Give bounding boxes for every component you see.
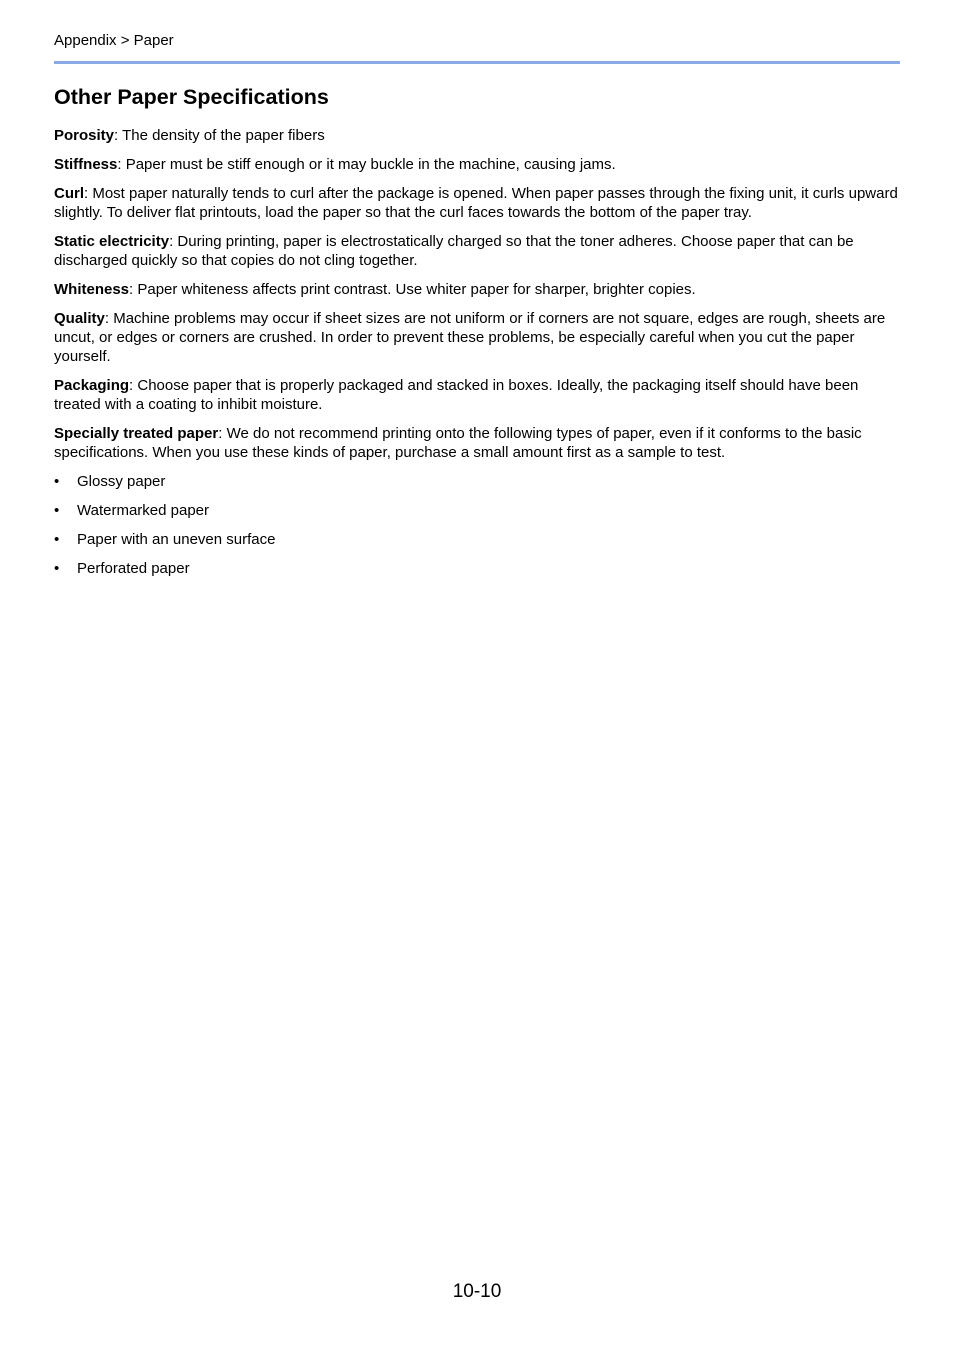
spec-term: Quality xyxy=(54,310,105,327)
spec-packaging xyxy=(54,376,900,414)
bullet-icon: • xyxy=(54,502,60,519)
list-item xyxy=(54,530,900,549)
spec-term: Porosity xyxy=(54,127,115,144)
spec-description: : Most paper naturally tends to curl after the package is opened. When paper passes through the fixing unit, it curls upward slightly. To deliver flat printouts, load the paper so that the curl faces towards the bottom of the paper tray. xyxy=(54,185,898,221)
bullet-icon: • xyxy=(54,560,60,577)
spec-quality xyxy=(54,309,900,366)
main-content xyxy=(54,126,900,588)
spec-term: Whiteness xyxy=(54,281,130,298)
spec-whiteness xyxy=(54,280,900,299)
spec-description: : We do not recommend printing onto the following types of paper, even if it conforms to the basic specifications. When you use these kinds of paper, purchase a small amount first as a sample to test. xyxy=(54,425,862,461)
list-item-label: Paper with an uneven surface xyxy=(77,531,276,548)
list-item xyxy=(54,559,900,578)
spec-stiffness xyxy=(54,155,900,174)
spec-description: : Paper must be stiff enough or it may buckle in the machine, causing jams. xyxy=(117,156,616,173)
list-item xyxy=(54,472,900,491)
page-title: Other Paper Specifications xyxy=(54,85,329,109)
paper-type-list xyxy=(54,472,900,578)
spec-term: Curl xyxy=(54,185,84,202)
spec-description: : Paper whiteness affects print contrast. Use whiter paper for sharper, brighter copies. xyxy=(129,281,696,298)
list-item-label: Glossy paper xyxy=(77,473,166,490)
spec-curl xyxy=(54,184,900,222)
bullet-icon: • xyxy=(54,531,60,548)
header-divider xyxy=(54,61,900,64)
spec-description: : Machine problems may occur if sheet sizes are not uniform or if corners are not square, edges are rough, sheets are uncut, or edges or corners are crushed. In order to prevent these problems, be especially careful when you cut the paper yourself. xyxy=(54,310,886,365)
spec-description: : During printing, paper is electrostatically charged so that the toner adheres. Choose paper that can be discharged quickly so that copies do not cling together. xyxy=(54,233,854,269)
spec-description: : Choose paper that is properly packaged and stacked in boxes. Ideally, the packaging itself should have been treated with a coating to inhibit moisture. xyxy=(54,377,859,413)
page-number: 10-10 xyxy=(452,1281,502,1302)
list-item xyxy=(54,501,900,520)
spec-porosity xyxy=(54,126,900,145)
spec-description: : The density of the paper fibers xyxy=(114,127,325,144)
list-item-label: Watermarked paper xyxy=(77,502,209,519)
bullet-icon: • xyxy=(54,473,60,490)
spec-term: Packaging xyxy=(54,377,130,394)
spec-term: Static electricity xyxy=(54,233,170,250)
spec-specially-treated-paper xyxy=(54,424,900,462)
breadcrumb: Appendix > Paper xyxy=(54,32,174,49)
spec-term: Specially treated paper xyxy=(54,425,219,442)
spec-term: Stiffness xyxy=(54,156,118,173)
spec-static-electricity xyxy=(54,232,900,270)
list-item-label: Perforated paper xyxy=(77,560,190,577)
